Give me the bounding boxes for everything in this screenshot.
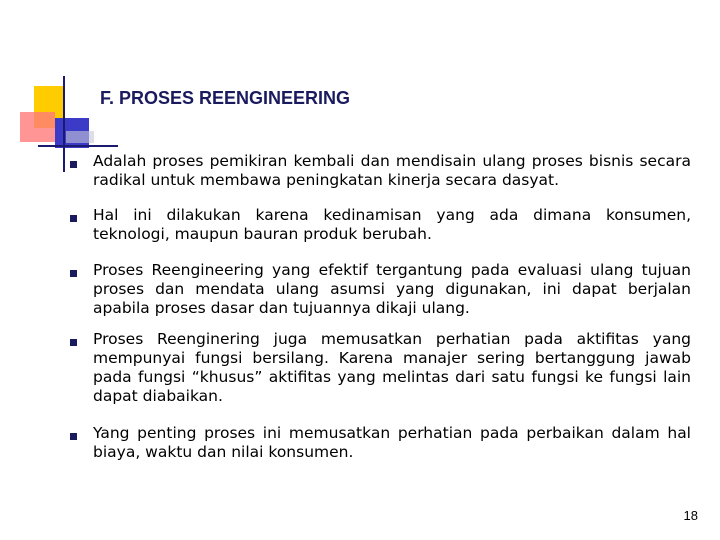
square-bullet-icon: [70, 270, 77, 277]
bullet-text: Hal ini dilakukan karena kedinamisan yang ada dimana konsumen, teknologi, maupun bauran produk berubah.: [93, 206, 691, 243]
square-bullet-icon: [70, 161, 77, 168]
slide-title: F. PROSES REENGINEERING: [100, 88, 351, 108]
decor-horizontal-line: [38, 145, 118, 147]
bullet-text: Yang penting proses ini memusatkan perhatian pada perbaikan dalam hal biaya, waktu dan nilai konsumen.: [93, 424, 691, 461]
decor-pink-square: [20, 112, 55, 142]
bullet-text: Adalah proses pemikiran kembali dan mendisain ulang proses bisnis secara radikal untuk membawa peningkatan kinerja secara dasyat.: [93, 152, 691, 189]
bullet-text: Proses Reengineering yang efektif tergantung pada evaluasi ulang tujuan proses dan mendata ulang asumsi yang digunakan, ini dapat berjalan apabila proses dasar dan tujuannya dikaji ulang.: [93, 261, 691, 317]
decor-grey-shadow: [66, 131, 94, 143]
bullet-text: Proses Reenginering juga memusatkan perhatian pada aktifitas yang mempunyai fungsi bersilang. Karena manajer sering bertanggung jawab pada fungsi “khusus” aktifitas yang melintas dari satu fungsi ke fungsi lain dapat diabaikan.: [93, 330, 691, 405]
decor-vertical-line: [63, 76, 65, 172]
square-bullet-icon: [70, 339, 77, 346]
square-bullet-icon: [70, 215, 77, 222]
square-bullet-icon: [70, 433, 77, 440]
page-number: 18: [683, 508, 698, 523]
